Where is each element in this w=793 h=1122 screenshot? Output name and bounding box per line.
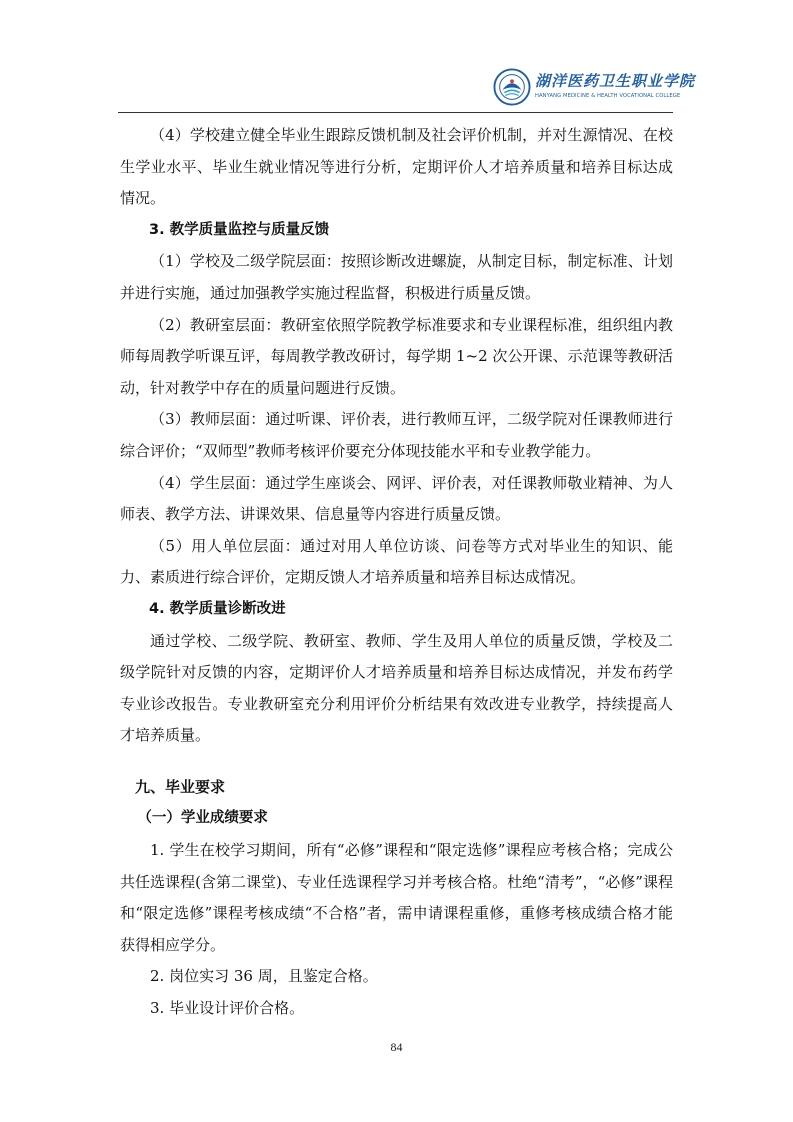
paragraph: （4）学校建立健全毕业生跟踪反馈机制及社会评价机制，并对生源情况、在校生学业水平、毕业生就业情况等进行分析，定期评价人才培养质量和培养目标达成情况。 bbox=[120, 126, 673, 208]
page-content bbox=[120, 120, 673, 1025]
paragraph: （1）学校及二级学院层面：按照诊断改进螺旋，从制定目标，制定标准、计划并进行实施，通过加强教学实施过程监督，积极进行质量反馈。 bbox=[120, 252, 673, 302]
college-emblem-icon bbox=[493, 68, 531, 106]
paragraph: 1. 学生在校学习期间，所有“必修”课程和“限定选修”课程应考核合格；完成公共任选课程(含第二课堂)、专业任选课程学习并考核合格。杜绝“清考”，“必修”课程和“限定选修”课程考核成绩“不合格”者，需申请课程重修，重修考核成绩合格才能获得相应学分。 bbox=[120, 841, 673, 954]
page-header bbox=[118, 64, 696, 112]
paragraph: （2）教研室层面：教研室依照学院教学标准要求和专业课程标准，组织组内教师每周教学听课互评，每周教学教改研讨，每学期 1~2 次公开课、示范课等教研活动，针对教学中存在的质量问题进行反馈。 bbox=[120, 315, 673, 397]
page-number: 84 bbox=[390, 1040, 403, 1054]
paragraph: （5）用人单位层面：通过对用人单位访谈、问卷等方式对毕业生的知识、能力、素质进行综合评价，定期反馈人才培养质量和培养目标达成情况。 bbox=[120, 536, 673, 587]
paragraph: （4）学生层面：通过学生座谈会、网评、评价表，对任课教师敬业精神、为人师表、教学方法、讲课效果、信息量等内容进行质量反馈。 bbox=[120, 473, 673, 524]
college-name: 湖洋医药卫生职业学院 bbox=[535, 72, 696, 90]
section-heading: 3. 教学质量监控与质量反馈 bbox=[149, 221, 330, 238]
paragraph: 通过学校、二级学院、教研室、教师、学生及用人单位的质量反馈，学校及二级学院针对反馈的内容，定期评价人才培养质量和培养目标达成情况，并发布药学专业诊改报告。专业教研室充分利用评价分析结果有效改进专业教学，持续提高人才培养质量。 bbox=[120, 631, 673, 745]
college-name-en: HANYANG MEDICINE & HEALTH VOCATIONAL COLLEGE bbox=[535, 93, 681, 99]
paragraph: （3）教师层面：通过听课、评价表，进行教师互评，二级学院对任课教师进行综合评价；“双师型”教师考核评价要充分体现技能水平和专业教学能力。 bbox=[120, 410, 673, 460]
paragraph: 3. 毕业设计评价合格。 bbox=[150, 999, 305, 1018]
paragraph: 2. 岗位实习 36 周，且鉴定合格。 bbox=[150, 967, 378, 986]
section-gap bbox=[120, 752, 673, 772]
header-divider bbox=[118, 112, 673, 113]
college-logo bbox=[493, 68, 696, 108]
chapter-heading: 九、毕业要求 bbox=[135, 777, 226, 796]
subsection-heading: （一）学业成绩要求 bbox=[137, 810, 268, 827]
section-heading: 4. 教学质量诊断改进 bbox=[149, 600, 286, 617]
